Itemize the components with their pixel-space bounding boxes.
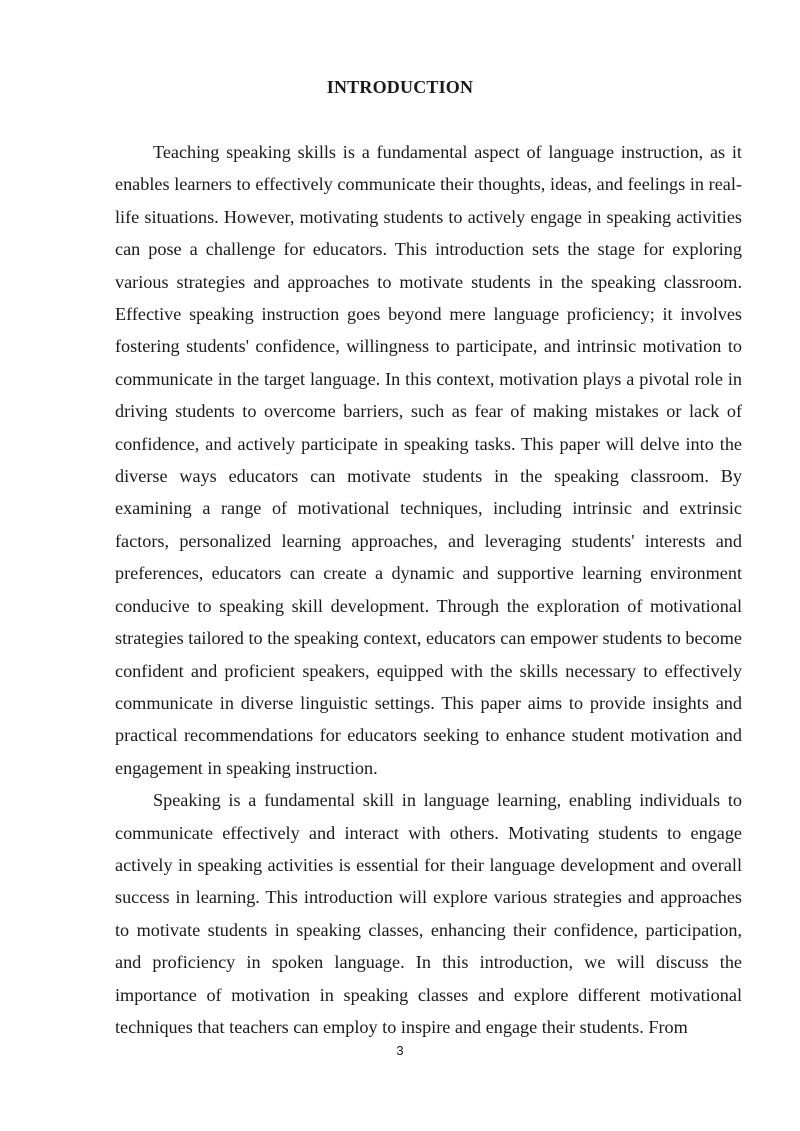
paragraph-1: Teaching speaking skills is a fundamental aspect of language instruction, as it enables learners to effectively communicate their thoughts, ideas, and feelings in real-life situations. However, motivating students to actively engage in speaking activities can pose a challenge for educators. This introduction sets the stage for exploring various strategies and approaches to motivate students in the speaking classroom. Effective speaking instruction goes beyond mere language proficiency; it involves fostering students' confidence, willingness to participate, and intrinsic motivation to communicate in the target language. In this context, motivation plays a pivotal role in driving students to overcome barriers, such as fear of making mistakes or lack of confidence, and actively participate in speaking tasks. This paper will delve into the diverse ways educators can motivate students in the speaking classroom. By examining a range of motivational techniques, including intrinsic and extrinsic factors, personalized learning approaches, and leveraging students' interests and preferences, educators can create a dynamic and supportive learning environment conducive to speaking skill development. Through the exploration of motivational strategies tailored to the speaking context, educators can empower students to become confident and proficient speakers, equipped with the skills necessary to effectively communicate in diverse linguistic settings. This paper aims to provide insights and practical recommendations for educators seeking to enhance student motivation and engagement in speaking instruction.: [115, 142, 742, 778]
paragraph-2: Speaking is a fundamental skill in language learning, enabling individuals to communicate effectively and interact with others. Motivating students to engage actively in speaking activities is essential for their language development and overall success in learning. This introduction will explore various strategies and approaches to motivate students in speaking classes, enhancing their confidence, participation, and proficiency in spoken language. In this introduction, we will discuss the importance of motivation in speaking classes and explore different motivational techniques that teachers can employ to inspire and engage their students. From: [115, 790, 742, 1037]
section-heading: INTRODUCTION: [326, 77, 474, 97]
body-text: [115, 136, 742, 1043]
page-number: 3: [396, 1043, 404, 1058]
